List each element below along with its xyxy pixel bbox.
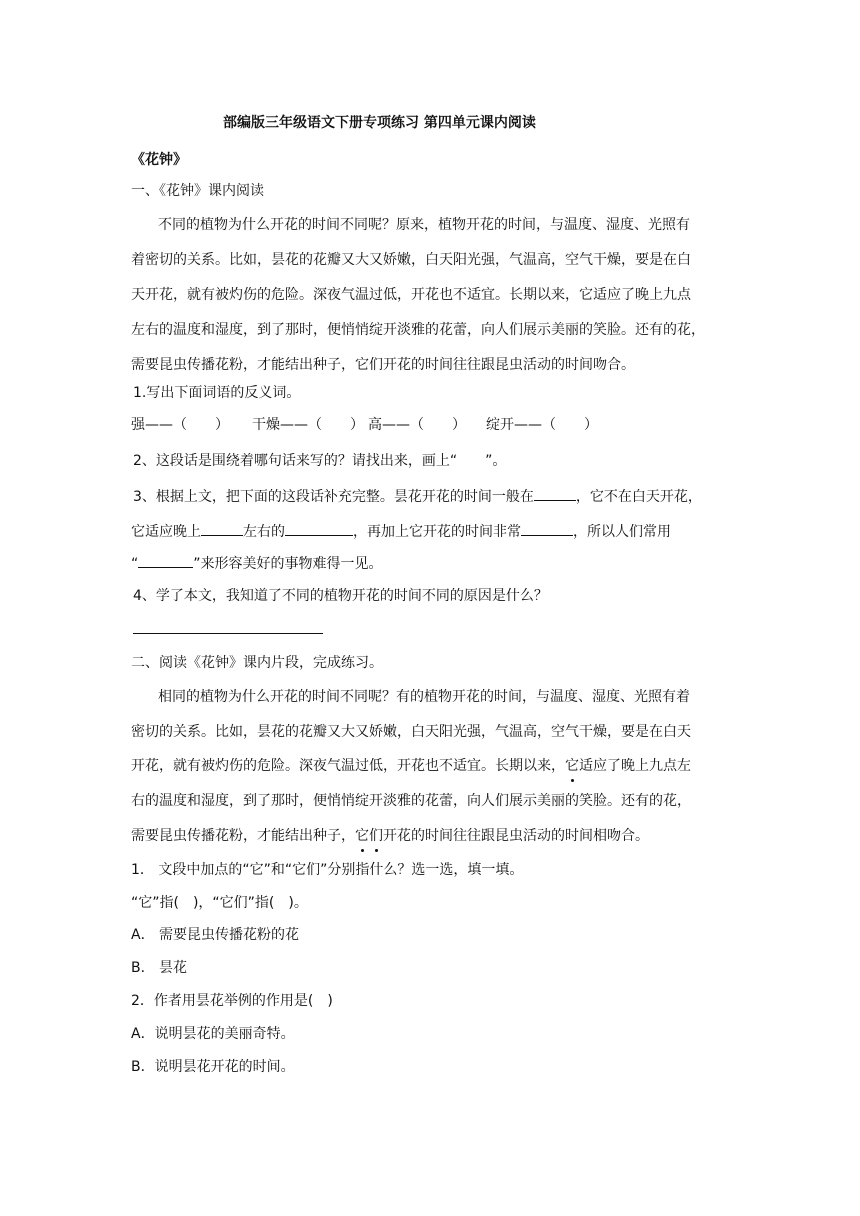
option-a: A． 需要昆虫传播花粉的花: [131, 927, 300, 943]
document-title: 部编版三年级语文下册专项练习 第四单元课内阅读: [223, 115, 536, 131]
section-2-heading: 二、阅读《花钟》课内片段，完成练习。: [131, 655, 383, 671]
s1-question-4: 4、学了本文，我知道了不同的植物开花的时间不同的原因是什么？: [133, 588, 548, 604]
option-b: B．说明昙花开花的时间。: [131, 1059, 295, 1075]
section-1-heading: 一、《花钟》课内阅读: [131, 183, 264, 199]
dotted-word-ta: 它: [355, 828, 369, 844]
answer-line[interactable]: [133, 633, 323, 634]
fill-blank[interactable]: [138, 552, 193, 568]
s1-paragraph-line: 不同的植物为什么开花的时间不同呢？原来，植物开花的时间，与温度、湿度、光照有: [158, 217, 690, 233]
s1-question-2: 2、这段话是围绕着哪句话来写的？请找出来，画上“ ”。: [133, 453, 507, 469]
antonym-item: 强——（ ）: [131, 417, 229, 433]
s1-question-3: 3、根据上文，把下面的这段话补充完整。昙花开花的时间一般在 ，它不在白天开花，: [133, 485, 702, 507]
fill-blank[interactable]: [534, 485, 576, 501]
fill-blank[interactable]: [521, 520, 573, 536]
s2-paragraph-line: 需要昆虫传播花粉，才能结出种子，它们开花的时间往往跟昆虫活动的时间相吻合。: [131, 828, 649, 844]
s1-question-1: 1.写出下面词语的反义词。: [133, 385, 301, 401]
dotted-word-men: 们: [369, 828, 383, 844]
s2-question-1-fill: “它”指( )，“它们”指( )。: [131, 895, 308, 911]
lesson-title: 《花钟》: [131, 152, 187, 168]
s2-question-2: 2．作者用昙花举例的作用是( ): [131, 993, 333, 1009]
s2-question-1: 1． 文段中加点的“它”和“它们”分别指什么？选一选，填一填。: [131, 862, 524, 878]
option-a: A．说明昙花的美丽奇特。: [131, 1026, 295, 1042]
fill-blank[interactable]: [285, 520, 353, 536]
option-b: B． 昙花: [131, 960, 188, 976]
antonym-item: 高——（ ）: [368, 417, 466, 433]
fill-blank[interactable]: [201, 520, 243, 536]
antonym-item: 干燥——（ ）: [252, 417, 364, 433]
s1-question-3-cont: 它适应晚上 左右的 ，再加上它开花的时间非常 ，所以人们常用: [131, 520, 671, 542]
s2-paragraph-line: 相同的植物为什么开花的时间不同呢？有的植物开花的时间，与温度、湿度、光照有着: [158, 689, 690, 705]
antonym-item: 绽开——（ ）: [486, 417, 598, 433]
s1-paragraph-line: 着密切的关系。比如，昙花的花瓣又大又娇嫩，白天阳光强，气温高，空气干燥，要是在白: [131, 252, 691, 268]
dotted-word-ta: 它: [565, 758, 579, 774]
s1-paragraph-line: 需要昆虫传播花粉，才能结出种子，它们开花的时间往往跟昆虫活动的时间吻合。: [131, 357, 635, 373]
s1-paragraph-line: 左右的温度和湿度，到了那时，便悄悄绽开淡雅的花蕾，向人们展示美丽的笑脸。还有的花，: [131, 322, 705, 338]
s1-paragraph-line: 天开花，就有被灼伤的危险。深夜气温过低，开花也不适宜。长期以来，它适应了晚上九点: [131, 287, 691, 303]
s2-paragraph-line: 右的温度和湿度，到了那时，便悄悄绽开淡雅的花蕾，向人们展示美丽的笑脸。还有的花，: [131, 793, 691, 809]
s1-question-3-cont: “ ”来形容美好的事物难得一见。: [131, 552, 383, 574]
s2-paragraph-line: 开花，就有被灼伤的危险。深夜气温过低，开花也不适宜。长期以来，它适应了晚上九点左: [131, 758, 691, 774]
s2-paragraph-line: 密切的关系。比如，昙花的花瓣又大又娇嫩，白天阳光强，气温高，空气干燥，要是在白天: [131, 724, 691, 740]
